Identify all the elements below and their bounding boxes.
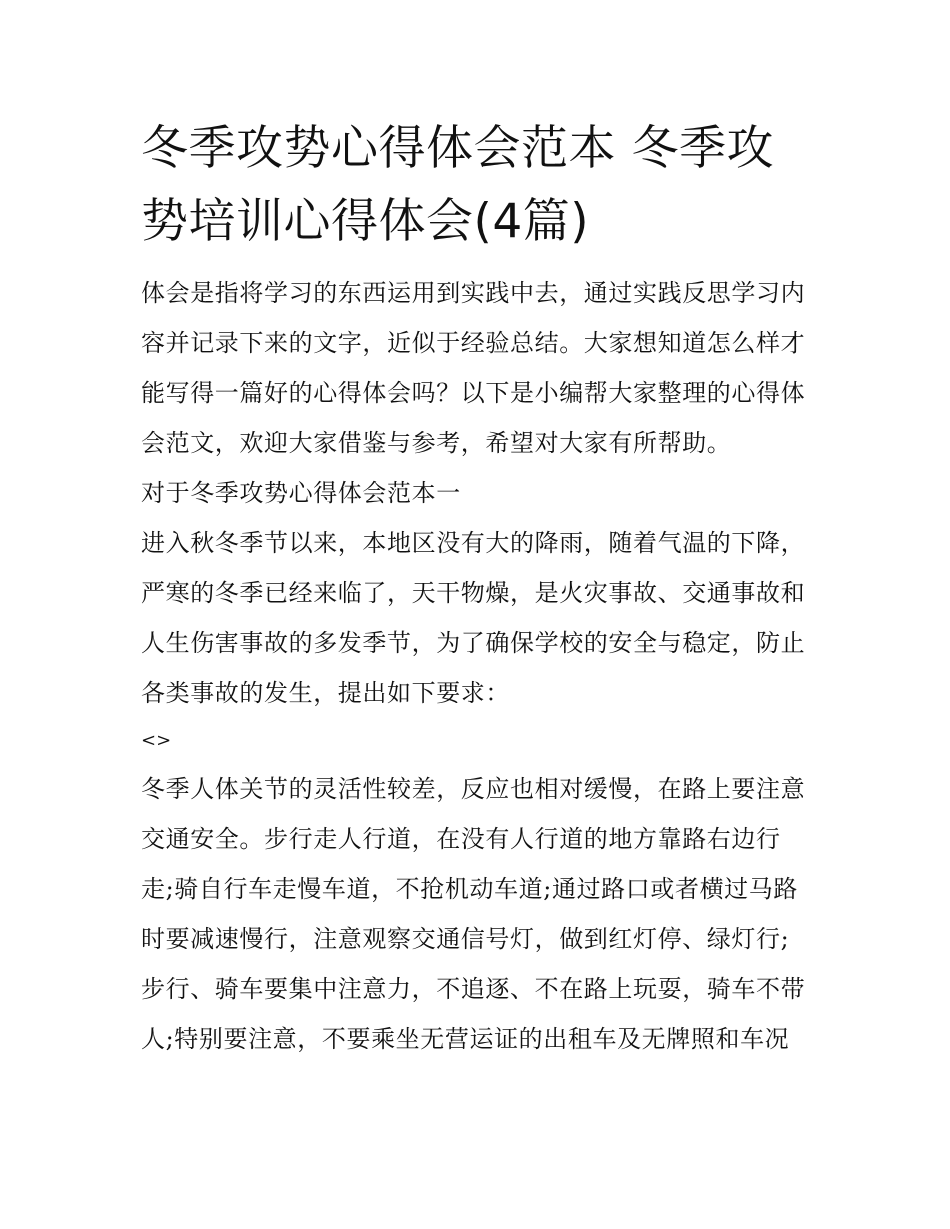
intro-paragraph: 体会是指将学习的东西运用到实践中去，通过实践反思学习内容并记录下来的文字，近似于经验总结。大家想知道怎么样才能写得一篇好的心得体会吗？以下是小编帮大家整理的心得体会范文，欢迎大家借鉴与参考，希望对大家有所帮助。 [141, 279, 806, 457]
body-paragraph-2: 冬季人体关节的灵活性较差，反应也相对缓慢，在路上要注意交通安全。步行走人行道，在没有人行道的地方靠路右边行走;骑自行车走慢车道，不抢机动车道;通过路口或者横过马路时要减速慢行，注意观察交通信号灯，做到红灯停、绿灯行;步行、骑车要集中注意力，不追逐、不在路上玩耍，骑车不带人;特别要注意，不要乘坐无营运证的出租车及无牌照和车况 [141, 775, 806, 1053]
angle-bracket-marker: <> [141, 730, 172, 751]
body-paragraph-1: 进入秋冬季节以来，本地区没有大的降雨，随着气温的下降，严寒的冬季已经来临了，天干物燥，是火灾事故、交通事故和人生伤害事故的多发季节，为了确保学校的安全与稳定，防止各类事故的发生，提出如下要求： [141, 529, 806, 707]
document-body [141, 112, 813, 1064]
section-heading: 对于冬季攻势心得体会范本一 [141, 479, 461, 507]
document-title: 冬季攻势心得体会范本 冬季攻势培训心得体会(4篇) [141, 121, 774, 249]
